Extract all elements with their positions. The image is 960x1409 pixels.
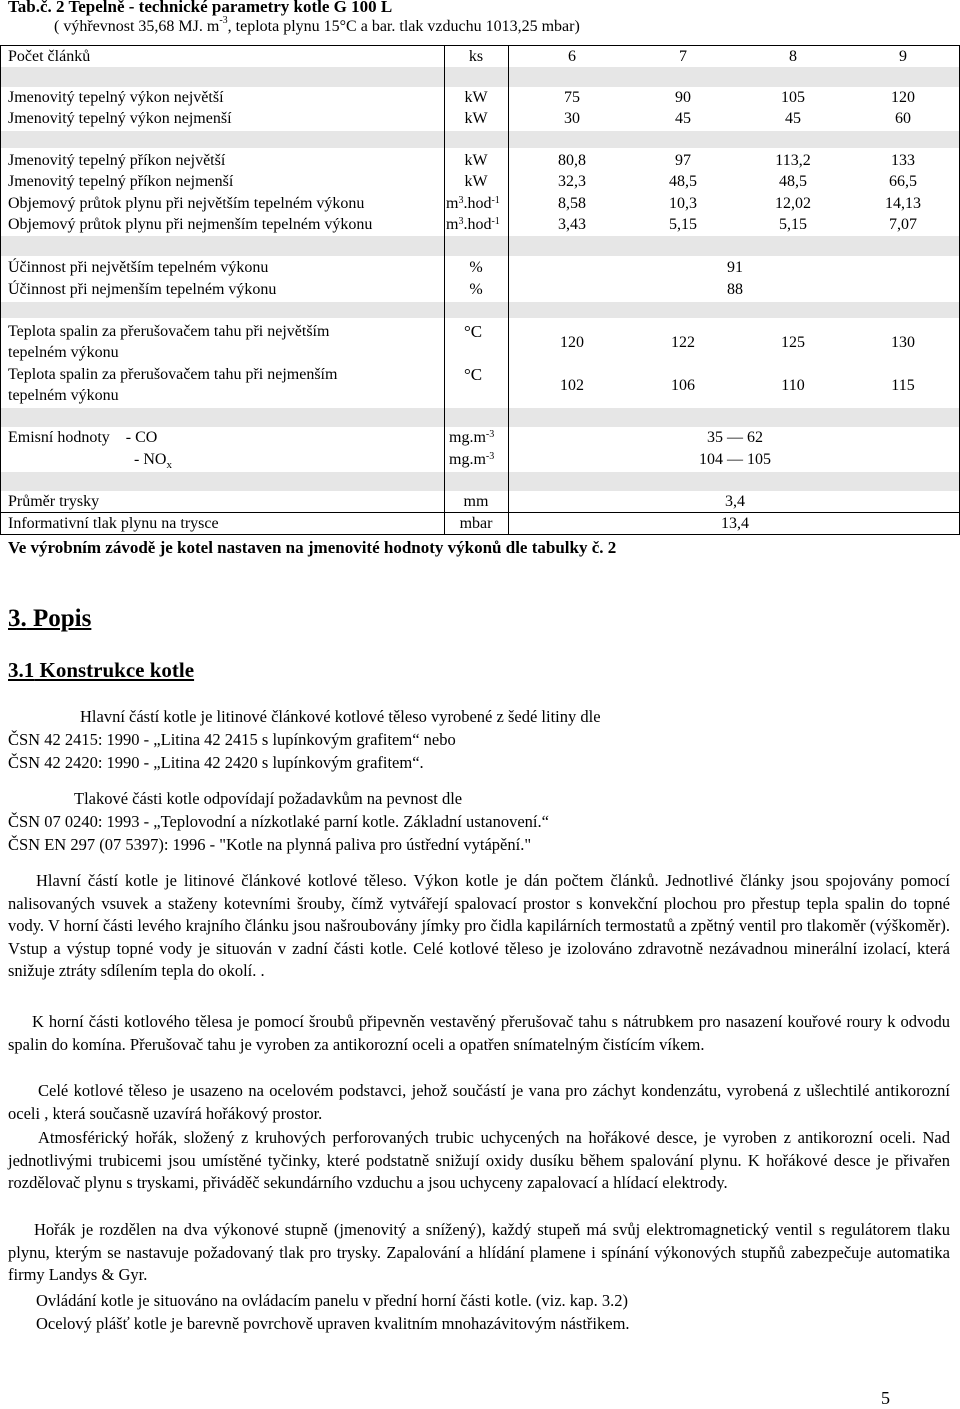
table-row: Jmenovitý tepelný výkon největší kW 75 90 105 120 (8, 89, 915, 106)
paragraph: K horní části kotlového tělesa je pomocí šroubů připevněn vestavěný přerušovač tahu s nátrubkem pro nasazení kouřové roury k odvodu spalin do komína. Přerušovač tahu je vyroben za antikorozní oceli a opatřen snímatelným čistícím víkem. (8, 1012, 950, 1054)
page-number: 5 (881, 1388, 890, 1408)
table-row: Účinnost při nejmenším tepelném výkonu % 88 (8, 281, 743, 298)
table-row: Teplota spalin za přerušovačem tahu při nejmenším tepelném výkonu °C 102 106 110 115 (8, 365, 915, 404)
table-row: Jmenovitý tepelný příkon největší kW 80,8 97 113,2 133 (8, 152, 915, 169)
row-gap (0, 236, 960, 256)
paragraph: Hořák je rozdělen na dva výkonové stupně (jmenovitý a snížený), každý stupeň má svůj elektromagnetický ventil s regulátorem tlaku plynu, kterým se nastavuje požadovaný tlak pro trysky. Zapalování a hlídání plamene i spínání výkonových stupňů zabezpečuje automatika firmy Landys & Gyr. (8, 1220, 950, 1284)
table-row: Jmenovitý tepelný příkon nejmenší kW 32,3 48,5 48,5 66,5 (8, 173, 917, 190)
row-gap (0, 67, 960, 87)
standards-line: ČSN 42 2420: 1990 - „Litina 42 2420 s lupínkovým grafitem“. (8, 753, 424, 772)
paragraph: Hlavní částí kotle je litinové článkové kotlové těleso. Výkon kotle je dán počtem článků. Jednotlivé články jsou spojovány pomocí nalisovaných vsuvek a staženy kotevními šrouby, čímž vytvářejí spalovací prostor s konvekční plochou pro přestup tepla spalin do topné vody. V horní části levého krajního článku jsou našroubovány jímky pro čidla kapilárních termostatů a zpětný ventil pro tlakoměr (výškoměr). Vstup a výstup topné vody je situován v zadní části kotle. Celé kotlové těleso je izolováno zdravotně nezávadnou minerální izolací, která snižuje ztráty sdílením tepla do okolí. . (8, 871, 950, 980)
table-note: Ve výrobním závodě je kotel nastaven na jmenovité hodnoty výkonů dle tabulky č. 2 (8, 538, 617, 557)
table-subtitle: ( výhřevnost 35,68 MJ. $m^{-3}$, teplota plynu 15°C a bar. tlak vzduchu 1013,25 mbar) (54, 15, 580, 35)
standards-line: Tlakové části kotle odpovídají požadavkům na pevnost dle (74, 789, 463, 808)
table-row: Objemový průtok plynu při největším tepelném výkonu $m^3.hod^{-1}$ 8,58 10,3 12,02 14,13 (8, 195, 921, 212)
paragraph: Ovládání kotle je situováno na ovládacím panelu v přední horní části kotle. (viz. kap. 3.2) (36, 1291, 629, 1310)
paragraph: Celé kotlové těleso je usazeno na ocelovém podstavci, jehož součástí je vana pro záchyt kondenzátu, vyrobená z ušlechtilé antikorozní oceli , která současně uzavírá hořákový prostor. (8, 1081, 950, 1123)
standards-line: ČSN EN 297 (07 5397): 1996 - "Kotle na plynná paliva pro ústřední vytápění." (8, 835, 532, 854)
table-row: Jmenovitý tepelný výkon nejmenší kW 30 45 45 60 (8, 110, 911, 127)
table-border (0, 45, 1, 535)
paragraph: Ocelový plášť kotle je barevně povrchově upraven kvalitním mnohazávitovým nástřikem. (36, 1314, 630, 1333)
table-row: Teplota spalin za přerušovačem tahu při největším tepelném výkonu °C 120 122 125 130 (8, 322, 915, 361)
section-heading: 3. Popis (8, 605, 92, 632)
table-border (508, 45, 509, 535)
table-row: Emisní hodnoty - CO $mg.m^{-3}$ 35 — 62 (8, 429, 763, 446)
table-header-row: Počet článků ks 6 7 8 9 (0, 45, 960, 68)
row-gap (0, 302, 960, 318)
table-row: Účinnost při největším tepelném výkonu % 91 (8, 259, 743, 276)
row-gap (0, 131, 960, 148)
row-gap (0, 408, 960, 427)
table-row: Průměr trysky mm 3,4 (0, 491, 960, 513)
row-gap (0, 472, 960, 491)
standards-line: ČSN 07 0240: 1993 - „Teplovodní a nízkotlaké parní kotle. Základní ustanovení.“ (8, 812, 549, 831)
standards-line: ČSN 42 2415: 1990 - „Litina 42 2415 s lupínkovým grafitem“ nebo (8, 730, 456, 749)
table-row: - $NO_x$ $mg.m^{-3}$ 104 — 105 (134, 451, 771, 472)
table-row: Informativní tlak plynu na trysce mbar 13,4 (0, 513, 960, 535)
subsection-heading: 3.1 Konstrukce kotle (8, 658, 195, 682)
standards-line: Hlavní částí kotle je litinové článkové kotlové těleso vyrobené z šedé litiny dle (80, 707, 601, 726)
table-row: Objemový průtok plynu při nejmenším tepelném výkonu $m^3.hod^{-1}$ 3,43 5,15 5,15 7,07 (8, 216, 917, 233)
paragraph: Atmosférický hořák, složený z kruhových perforovaných trubic uchycených na hořákové desce, je vyroben z antikorozní oceli. Nad jednotlivými trubicemi jsou umístěné tyčinky, které podstatně snižují oxidy dusíku během spalování plynu. K hořákové desce je přivařen rozdělovač plynu s tryskami, přiváděč sekundárního vzduchu a jsou uchyceny zapalovací a hlídací elektrody. (8, 1128, 950, 1192)
table-title: Tab.č. 2 Tepelně - technické parametry kotle G 100 L (8, 0, 393, 16)
table-border (444, 45, 445, 535)
